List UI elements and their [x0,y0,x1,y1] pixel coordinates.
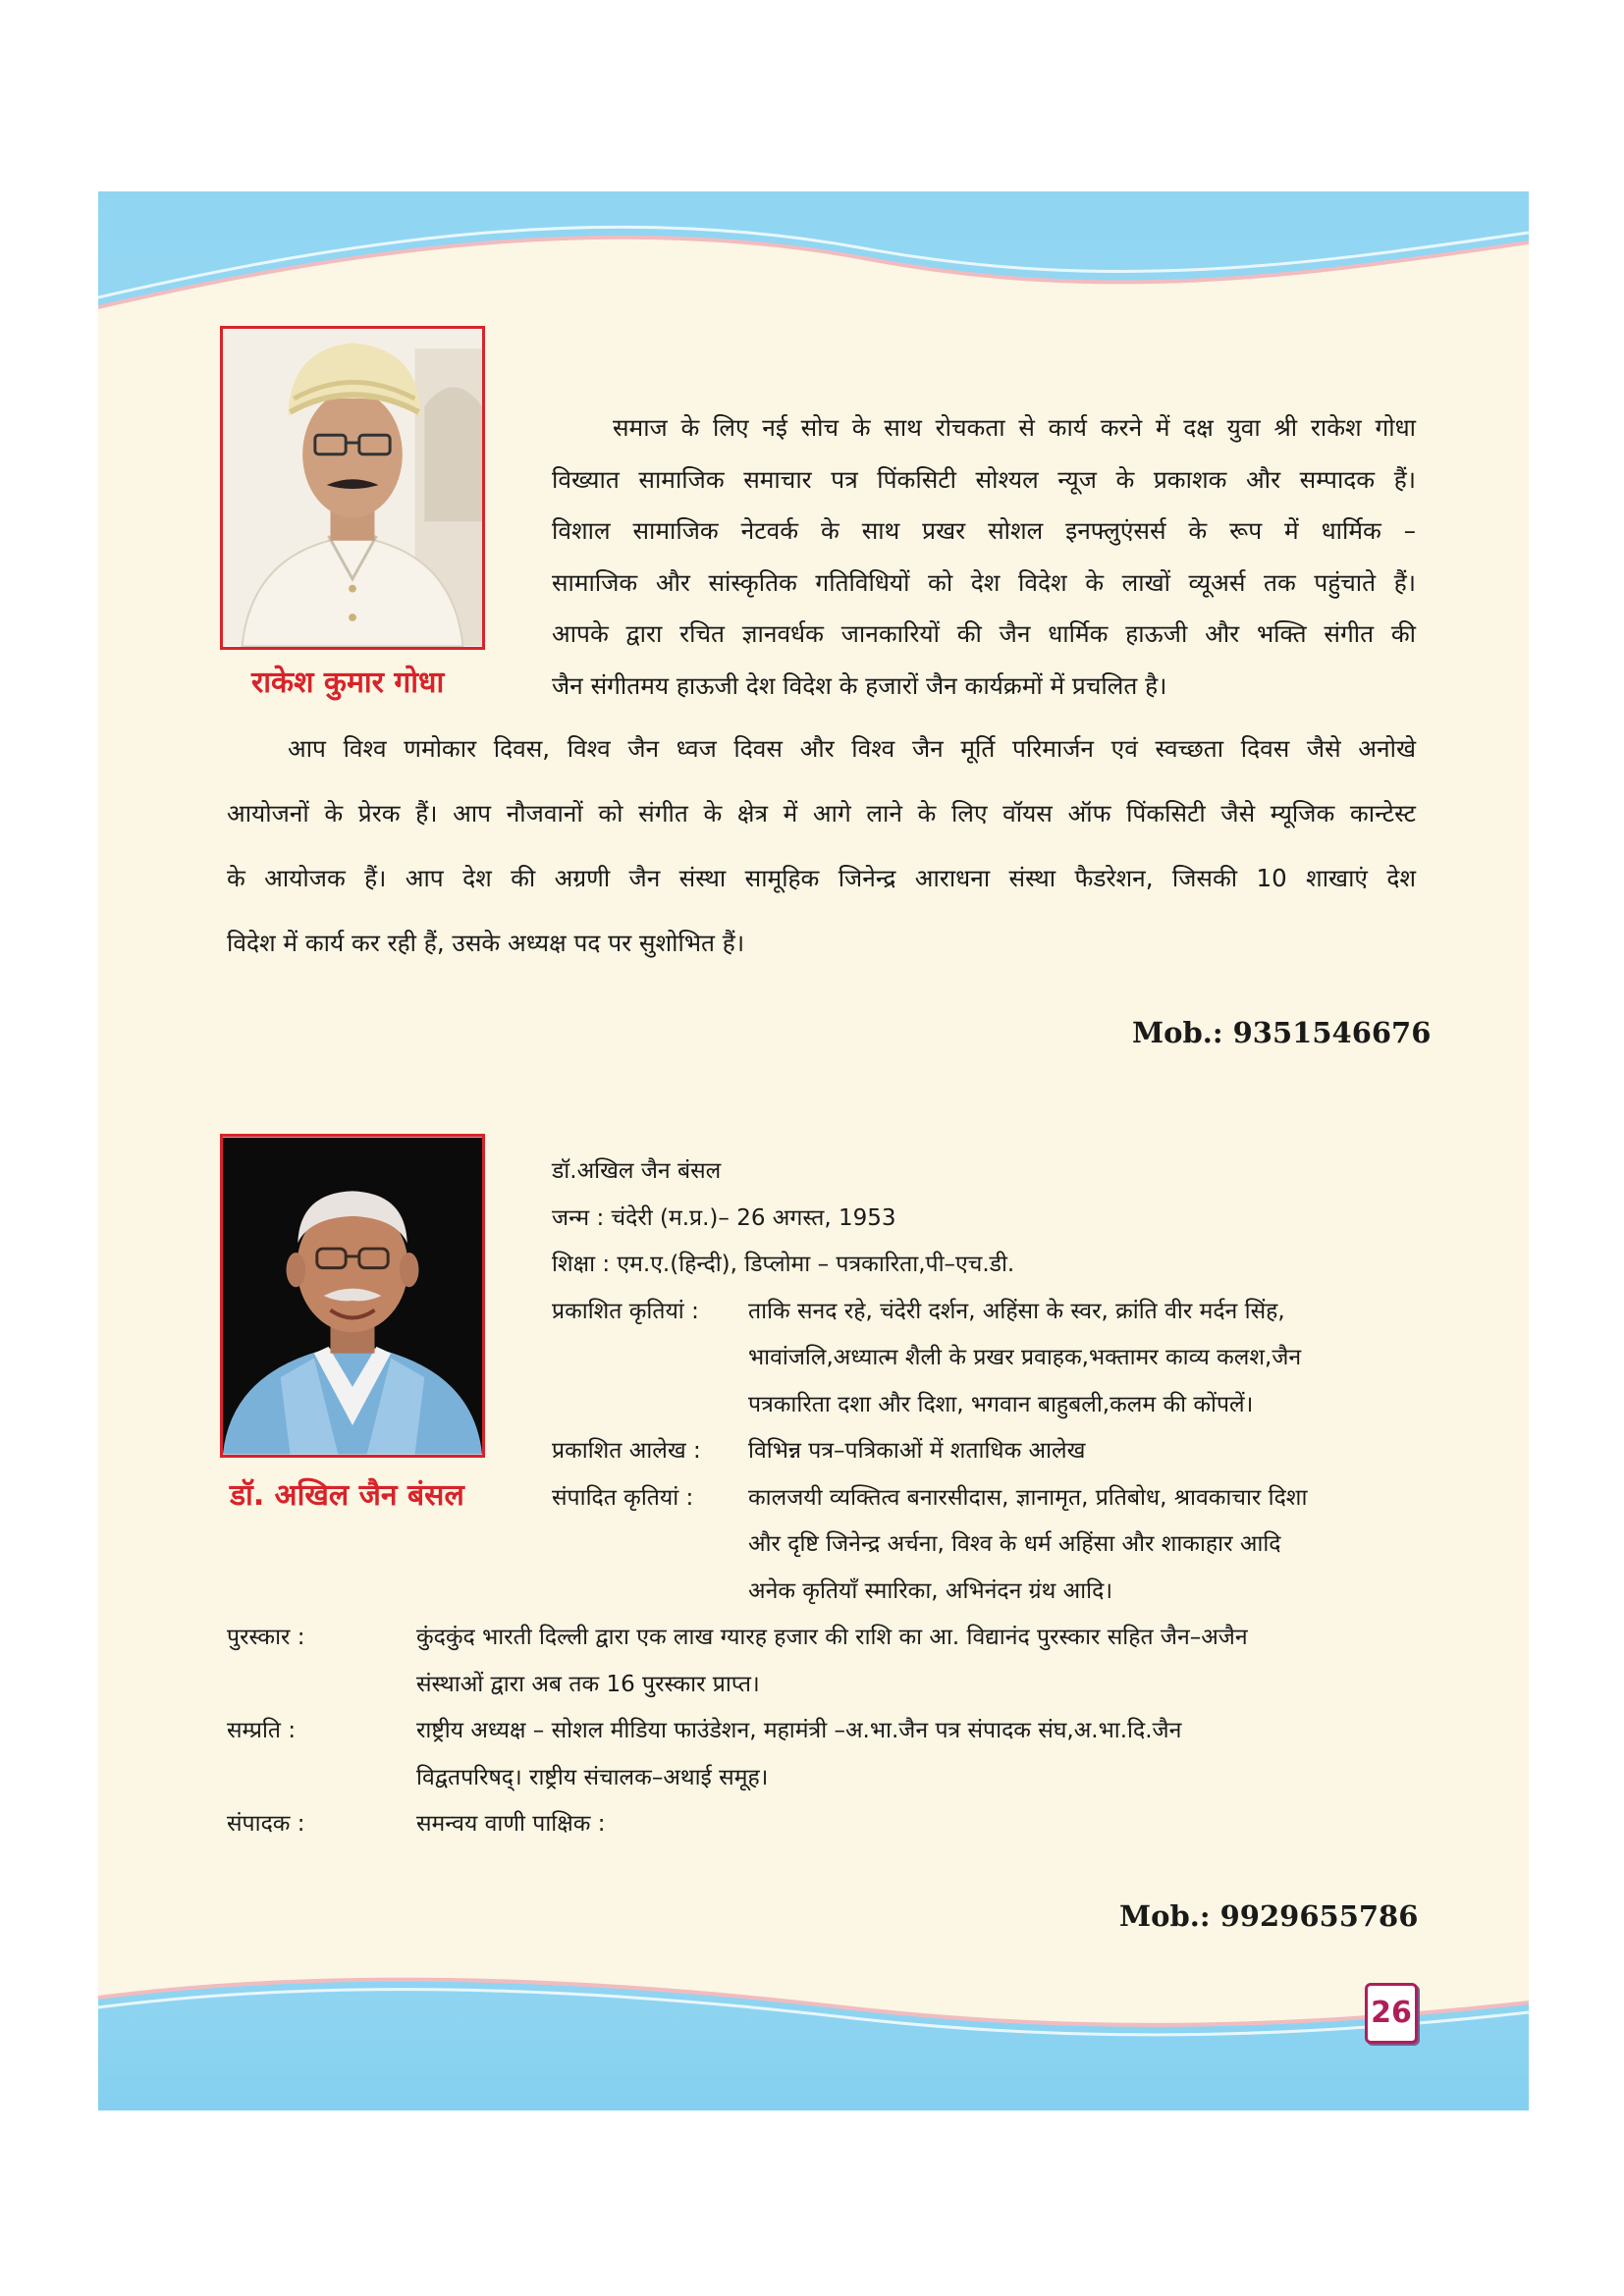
bio-education: शिक्षा : एम.ए.(हिन्दी), डिप्लोमा – पत्रकारिता,पी–एच.डी. [552,1252,1015,1277]
intro-line: आपके द्वारा रचित ज्ञानवर्धक जानकारियों की जैन धार्मिक हाऊजी और भक्ति संगीत की [552,619,1416,648]
bio-published-works: प्रकाशित कृतियां : ताकि सनद रहे, चंदेरी दर्शन, अहिंसा के स्वर, क्रांति वीर मर्दन सिंह, [552,1298,1285,1324]
rakesh-godha-mobile: Mob.: 9351546676 [1132,1016,1432,1049]
intro-line: सामाजिक और सांस्कृतिक गतिविधियों को देश विदेश के लाखों व्यूअर्स तक पहुंचाते हैं। [552,567,1416,597]
body-line: विदेश में कार्य कर रही हैं, उसके अध्यक्ष पद पर सुशोभित हैं। [227,929,745,957]
page-number: 26 [1365,1983,1418,2044]
bio-name: डॉ.अखिल जैन बंसल [552,1158,722,1184]
intro-line: विख्यात सामाजिक समाचार पत्र पिंकसिटी सोश्यल न्यूज के प्रकाशक और सम्पादक हैं। [552,464,1416,494]
intro-line: समाज के लिए नई सोच के साथ रोचकता से कार्य करने में दक्ष युवा श्री राकेश गोधा [613,413,1416,442]
akhil-jain-bansal-bio: डॉ.अखिल जैन बंसल जन्म : चंदेरी (म.प्र.)– 26 अगस्त, 1953 शिक्षा : एम.ए.(हिन्दी), डिप्लोमा – पत्रकारिता,पी–एच.डी. प्रकाशित कृतियां : ताकि सनद रहे, चंदेरी दर्शन, अहिंसा के स्वर, क्रांति वीर मर्दन सिंह, भावांजलि,अध्यात्म शैली के प्रखर प्रवाहक,भक्तामर काव्य कलश,जैन पत्रकारिता दशा और दिशा, भगवान बाहुबली,कलम की कोंपलें। प्रकाशित आलेख : विभिन्न पत्र–पत्रिकाओं में शताधिक आलेख संपादित कृतियां : कालजयी व्यक्तित्व बनारसीदास, ज्ञानामृत, प्रतिबोध, श्रावकाचार दिशा और दृष्टि जिनेन्द्र अर्चना, विश्व के धर्म अहिंसा और शाकाहार आदि अनेक कृतियाँ स्मारिका, अभिनंदन ग्रंथ आदि। [552,1148,1529,1615]
rakesh-godha-body [227,717,1416,976]
bio-current: सम्प्रति : राष्ट्रीय अध्यक्ष – सोशल मीडिया फाउंडेशन, महामंत्री –अ.भा.जैन पत्र संपादक संघ,अ.भा.दि.जैन [227,1718,1182,1743]
rakesh-godha-photo [220,326,485,650]
intro-line: विशाल सामाजिक नेटवर्क के साथ प्रखर सोशल इनफ्लुएंसर्स के रूप में धार्मिक – [552,516,1416,545]
akhil-jain-bansal-details: पुरस्कार : कुंदकुंद भारती दिल्ली द्वारा एक लाख ग्यारह हजार की राशि का आ. विद्यानंद पुरस्कार सहित जैन–अजैन संस्थाओं द्वारा अब तक 16 पुरस्कार प्राप्त। सम्प्रति : राष्ट्रीय अध्यक्ष – सोशल मीडिया फाउंडेशन, महामंत्री –अ.भा.जैन पत्र संपादक संघ,अ.भा.दि.जैन विद्वतपरिषद्। राष्ट्रीय संचालक–अथाई समूह। संपादक : समन्वय वाणी पाक्षिक : [227,1615,1444,1848]
body-line: के आयोजक हैं। आप देश की अग्रणी जैन संस्था सामूहिक जिनेन्द्र आराधना संस्था फैडरेशन, जिसकी 10 शाखाएं देश [227,864,1416,892]
akhil-jain-bansal-caption: डॉ. अखिल जैन बंसल [230,1478,464,1513]
rakesh-godha-intro [552,402,1416,712]
bio-published-articles: प्रकाशित आलेख : विभिन्न पत्र–पत्रिकाओं में शताधिक आलेख [552,1438,1086,1464]
page-frame [98,191,1529,2110]
bio-awards: पुरस्कार : कुंदकुंद भारती दिल्ली द्वारा एक लाख ग्यारह हजार की राशि का आ. विद्यानंद पुरस्कार सहित जैन–अजैन [227,1625,1248,1650]
bio-edited-works: संपादित कृतियां : कालजयी व्यक्तित्व बनारसीदास, ज्ञानामृत, प्रतिबोध, श्रावकाचार दिशा [552,1484,1308,1511]
body-line: आयोजनों के प्रेरक हैं। आप नौजवानों को संगीत के क्षेत्र में आगे लाने के लिए वॉयस ऑफ पिंकसिटी जैसे म्यूजिक कान्टेस्ट [227,799,1416,828]
akhil-jain-bansal-mobile: Mob.: 9929655786 [1119,1899,1419,1933]
body-line: आप विश्व णमोकार दिवस, विश्व जैन ध्वज दिवस और विश्व जैन मूर्ति परिमार्जन एवं स्वच्छता दिवस जैसे अनोखे [288,734,1416,763]
rakesh-godha-caption: राकेश कुमार गोधा [251,666,445,700]
akhil-jain-bansal-photo [220,1134,485,1458]
intro-line: जैन संगीतमय हाऊजी देश विदेश के हजारों जैन कार्यक्रमों में प्रचलित है। [552,670,1167,700]
bio-birth: जन्म : चंदेरी (म.प्र.)– 26 अगस्त, 1953 [552,1204,896,1231]
bio-editor: संपादक : समन्वय वाणी पाक्षिक : [227,1811,606,1837]
